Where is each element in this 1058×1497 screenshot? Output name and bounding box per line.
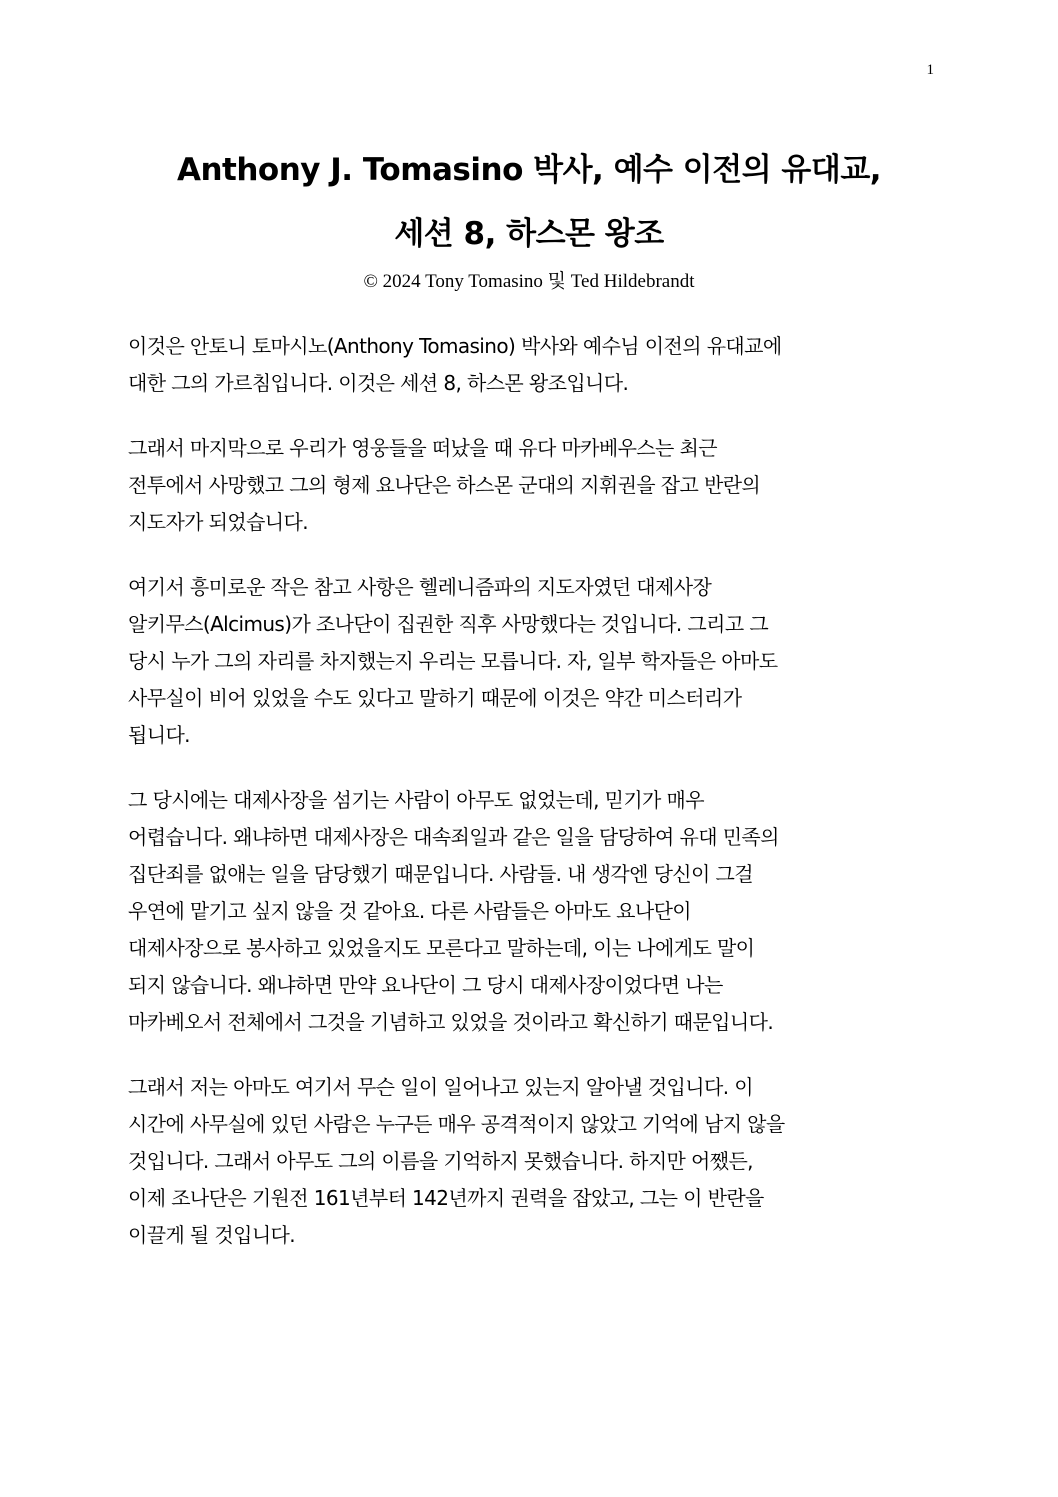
- text-line: 되지 않습니다. 왜냐하면 만약 요나단이 그 당시 대제사장이었다면 나는: [128, 973, 723, 997]
- text-line: 지도자가 되었습니다.: [128, 510, 308, 534]
- text-line: 됩니다.: [128, 723, 190, 747]
- text-line: 그 당시에는 대제사장을 섬기는 사람이 아무도 없었는데, 믿기가 매우: [128, 788, 704, 812]
- paragraph-4: [128, 782, 928, 1041]
- paragraph-2: [128, 430, 928, 541]
- text-line: 이끌게 될 것입니다.: [128, 1223, 296, 1247]
- title-line-2: 세션 8, 하스몬 왕조: [394, 216, 664, 252]
- text-line: 알키무스(Alcimus)가 조나단이 집권한 직후 사망했다는 것입니다. 그리고 그: [128, 612, 769, 636]
- text-line: 집단죄를 없애는 일을 담당했기 때문입니다. 사람들. 내 생각엔 당신이 그걸: [128, 862, 753, 886]
- text-line: 사무실이 비어 있었을 수도 있다고 말하기 때문에 이것은 약간 미스터리가: [128, 686, 742, 710]
- text-line: 전투에서 사망했고 그의 형제 요나단은 하스몬 군대의 지휘권을 잡고 반란의: [128, 473, 761, 497]
- text-line: 이제 조나단은 기원전 161년부터 142년까지 권력을 잡았고, 그는 이 반란을: [128, 1186, 764, 1210]
- text-line: 우연에 맡기고 싶지 않을 것 같아요. 다른 사람들은 아마도 요나단이: [128, 899, 692, 923]
- paragraph-3: [128, 569, 928, 754]
- text-line: 대한 그의 가르침입니다. 이것은 세션 8, 하스몬 왕조입니다.: [128, 371, 629, 395]
- copyright-notice: © 2024 Tony Tomasino 및 Ted Hildebrandt: [363, 271, 695, 292]
- text-line: 대제사장으로 봉사하고 있었을지도 모른다고 말하는데, 이는 나에게도 말이: [128, 936, 755, 960]
- text-line: 여기서 흥미로운 작은 참고 사항은 헬레니즘파의 지도자였던 대제사장: [128, 575, 712, 599]
- text-line: 이것은 안토니 토마시노(Anthony Tomasino) 박사와 예수님 이전의 유대교에: [128, 334, 782, 358]
- document-body: [128, 328, 928, 1282]
- paragraph-5: [128, 1069, 928, 1254]
- page-number: 1: [926, 62, 934, 78]
- text-line: 그래서 저는 아마도 여기서 무슨 일이 일어나고 있는지 알아낼 것입니다. 이: [128, 1075, 753, 1099]
- text-line: 마카베오서 전체에서 그것을 기념하고 있었을 것이라고 확신하기 때문입니다.: [128, 1010, 774, 1034]
- title-line-1: Anthony J. Tomasino 박사, 예수 이전의 유대교,: [176, 152, 882, 188]
- text-line: 시간에 사무실에 있던 사람은 누구든 매우 공격적이지 않았고 기억에 남지 않을: [128, 1112, 785, 1136]
- text-line: 것입니다. 그래서 아무도 그의 이름을 기억하지 못했습니다. 하지만 어쨌든,: [128, 1149, 753, 1173]
- text-line: 그래서 마지막으로 우리가 영웅들을 떠났을 때 유다 마카베우스는 최근: [128, 436, 717, 460]
- paragraph-1: [128, 328, 928, 402]
- text-line: 어렵습니다. 왜냐하면 대제사장은 대속죄일과 같은 일을 담당하여 유대 민족의: [128, 825, 779, 849]
- text-line: 당시 누가 그의 자리를 차지했는지 우리는 모릅니다. 자, 일부 학자들은 아마도: [128, 649, 778, 673]
- document-title: [100, 138, 958, 266]
